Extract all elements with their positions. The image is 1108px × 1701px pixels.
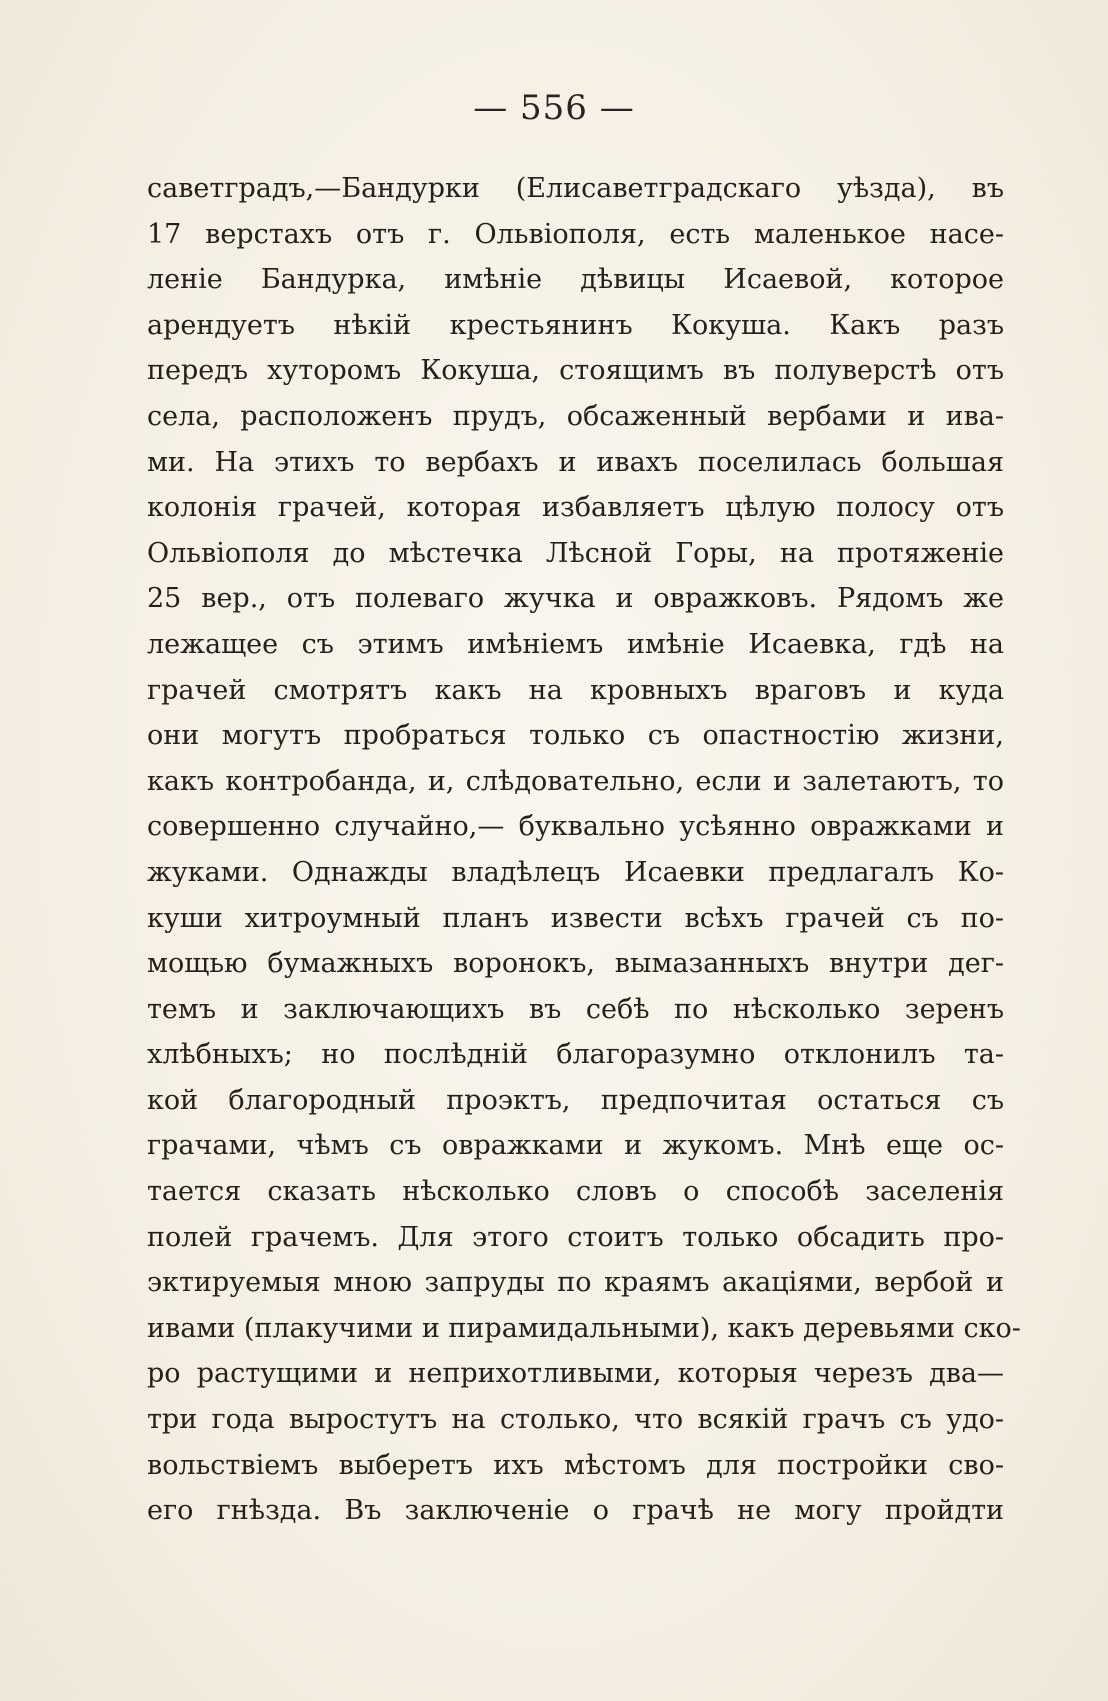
text-line: лежащее съ этимъ имѣніемъ имѣніе Исаевка, гдѣ на — [147, 628, 1004, 660]
text-line: жуками. Однажды владѣлецъ Исаевки предлагалъ Ко- — [147, 856, 1004, 888]
text-line: хлѣбныхъ; но послѣдній благоразумно отклонилъ та- — [147, 1039, 1004, 1071]
text-line: ро растущими и неприхотливыми, которыя черезъ два— — [147, 1358, 1004, 1390]
text-line: грачей смотрятъ какъ на кровныхъ враговъ и куда — [147, 674, 1004, 706]
text-line: 25 вер., отъ полеваго жучка и овражковъ. Рядомъ же — [147, 583, 1004, 615]
text-line: саветградъ,—Бандурки (Елисаветградскаго уѣзда), въ — [147, 173, 1004, 204]
text-line: мощью бумажныхъ воронокъ, вымазанныхъ внутри дег- — [147, 948, 1004, 980]
text-line: арендуетъ нѣкій крестьянинъ Кокуша. Какъ разъ — [147, 309, 1004, 341]
text-line: полей грачемъ. Для этого стоитъ только обсадить про- — [147, 1221, 1004, 1253]
text-line: грачами, чѣмъ съ овражками и жукомъ. Мнѣ еще ос- — [147, 1130, 1004, 1162]
text-line: ми. На этихъ то вербахъ и ивахъ поселилась большая — [147, 446, 1004, 478]
text-line: куши хитроумный планъ извести всѣхъ грачей съ по- — [147, 902, 1004, 934]
text-line: ивами (плакучими и пирамидальными), какъ деревьями ско- — [147, 1312, 1021, 1344]
text-line: три года выростутъ на столько, что всякій грачъ съ удо- — [147, 1404, 1004, 1436]
text-line: они могутъ пробраться только съ опастностію жизни, — [147, 720, 1004, 752]
text-line: какъ контробанда, и, слѣдовательно, если и залетаютъ, то — [147, 765, 1004, 797]
text-line: 17 верстахъ отъ г. Ольвіополя, есть маленькое насе- — [147, 218, 1004, 250]
text-line: тается сказать нѣсколько словъ о способѣ заселенія — [147, 1176, 1004, 1208]
text-line: кой благородный проэктъ, предпочитая остаться съ — [147, 1084, 1004, 1116]
text-line: передъ хуторомъ Кокуша, стоящимъ въ полуверстѣ отъ — [147, 355, 1004, 387]
text-line: села, расположенъ прудъ, обсаженный вербами и ива- — [147, 400, 1004, 432]
text-line: Ольвіополя до мѣстечка Лѣсной Горы, на протяженіе — [147, 537, 1004, 569]
text-line: леніе Бандурка, имѣніе дѣвицы Исаевой, которое — [147, 264, 1004, 296]
text-line: эктируемыя мною запруды по краямъ акаціями, вербой и — [147, 1267, 1004, 1299]
text-line: колонія грачей, которая избавляетъ цѣлую полосу отъ — [147, 492, 1004, 524]
text-line: вольствіемъ выберетъ ихъ мѣстомъ для постройки сво- — [147, 1449, 1004, 1481]
text-line: совершенно случайно,— буквально усѣянно овражками и — [147, 811, 1004, 843]
text-line: темъ и заключающихъ въ себѣ по нѣсколько зеренъ — [147, 993, 1004, 1025]
body-text — [147, 166, 1021, 1534]
page-number: — 556 — — [473, 88, 635, 128]
text-line: его гнѣзда. Въ заключеніе о грачѣ не могу пройдти — [147, 1495, 1004, 1527]
